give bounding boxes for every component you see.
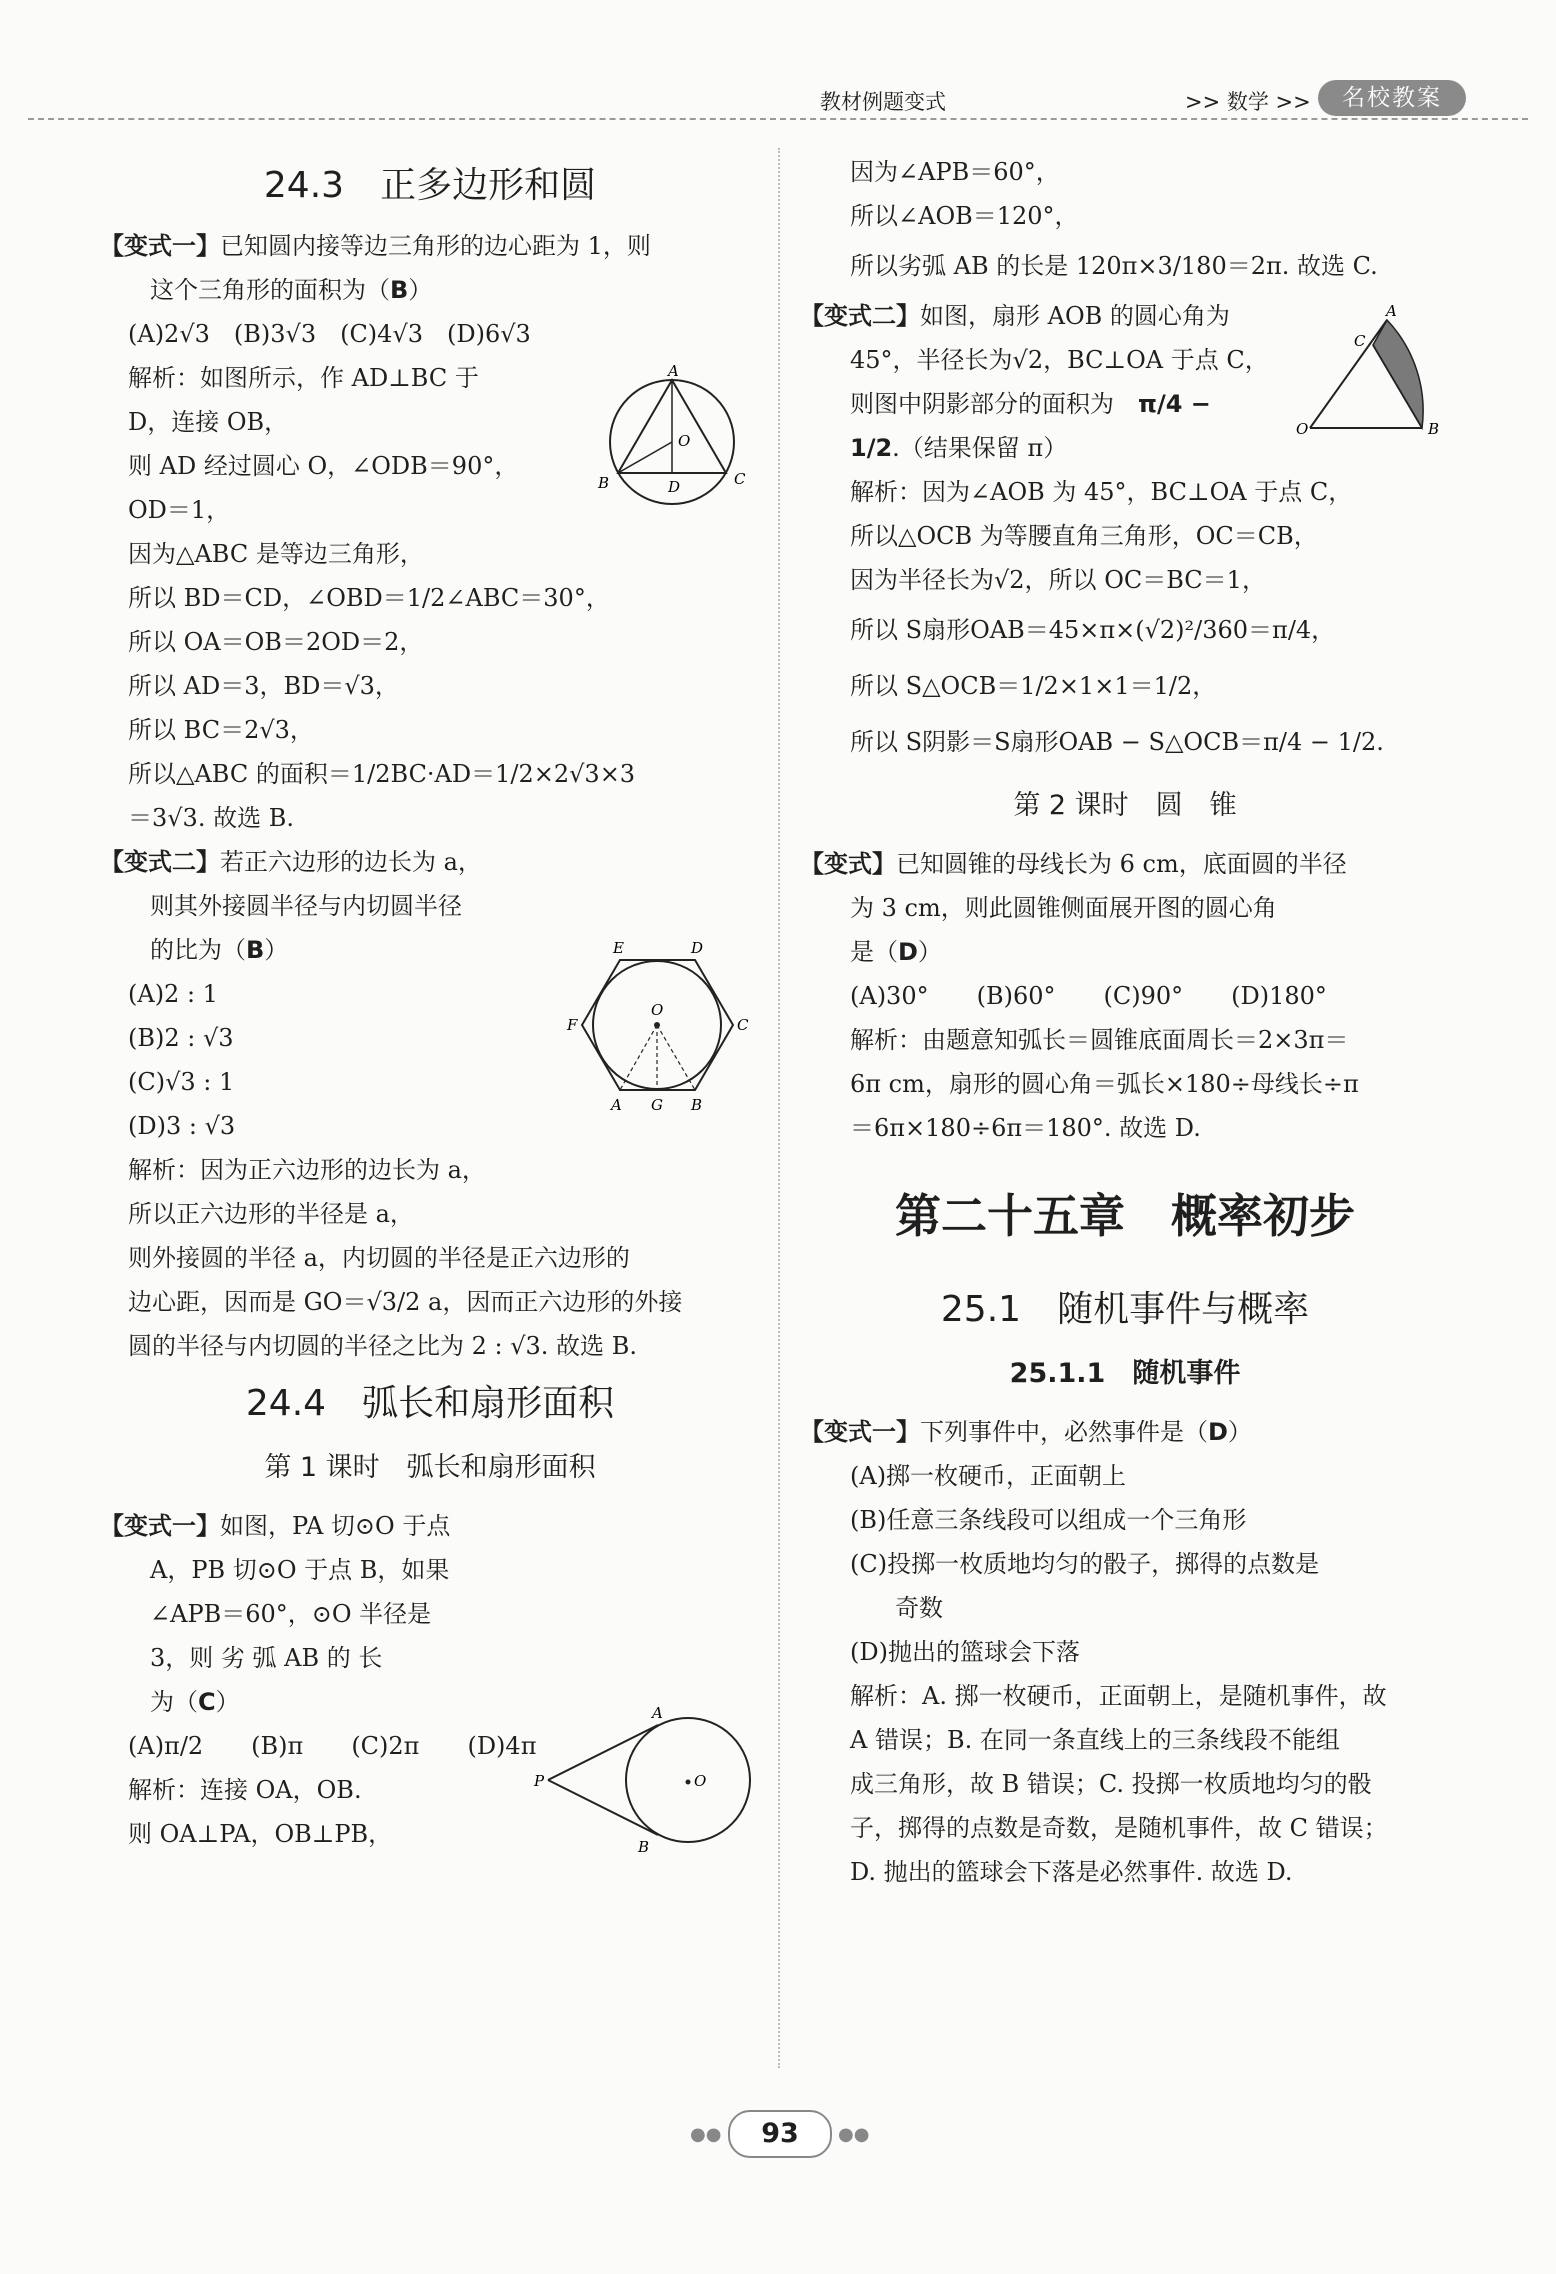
page-ornament-left: ●● [690,2124,722,2145]
svg-text:D: D [668,478,681,496]
header-title: 教材例题变式 [820,90,946,114]
figure-hexagon [565,935,755,1120]
svg-text:B: B [691,1096,703,1114]
svg-text:P: P [534,1772,545,1790]
svg-text:O: O [678,432,691,450]
header-badge: 名校教案 [1318,80,1466,116]
section-title-25-1: 25.1 随机事件与概率 [940,1289,1310,1330]
section-title-24-3: 24.3 正多边形和圆 [263,165,597,206]
svg-text:O: O [694,1772,707,1790]
lesson-title-2: 第 2 课时 圆 锥 [1013,790,1237,821]
svg-text:E: E [613,939,624,957]
variant-1-options: (A)2√3 (B)3√3 (C)4√3 (D)6√3 [128,320,531,348]
svg-text:B: B [598,474,610,492]
variant-1-question: 【变式一】已知圆内接等边三角形的边心距为 1，则 [100,232,651,260]
header-divider [28,118,1528,120]
svg-text:G: G [651,1096,663,1114]
page-ornament-right: ●● [838,2124,870,2145]
figure-triangle-in-circle [590,360,760,510]
svg-text:C: C [1354,332,1366,350]
figure-sector [1290,300,1460,440]
subsection-title: 25.1.1 随机事件 [1009,1358,1241,1389]
svg-text:O: O [651,1001,664,1019]
header-subject: >> 数学 >> [1185,90,1311,114]
figure-tangent-circle [528,1700,758,1860]
svg-text:A: A [652,1704,663,1722]
chapter-title: 第二十五章 概率初步 [895,1189,1355,1243]
section-title-24-4: 24.4 弧长和扇形面积 [245,1383,615,1424]
page-number: 93 [728,2110,832,2158]
svg-text:C: C [734,470,746,488]
right-column: 因为∠APB＝60°， 所以∠AOB＝120°， 所以劣弧 AB 的长是 120π×3/180＝2π. 故选 C. 【变式二】如图，扇形 AOB 的圆心角为 45°，半径长为√2，BC⊥OA 于点 C， 则图中阴影部分的面积为 π/4 − 1/2.（结果保留 π） 解析：因为∠AOB 为 45°，BC⊥OA 于点 C， 所以△OCB 为等腰直角三角形，OC＝CB， 因为半径长为√2，所以 OC＝BC＝1， 所以 S扇形OAB＝45×π×(√2)²/360＝π/4， 所以 S△OCB＝1/2×1×1＝1/2， 所以 S阴影＝S扇形OAB − S△OCB＝π/4 − 1/2. 第 2 课时 圆 锥 【变式】已知圆锥的母线长为 6 cm，底面圆的半径 为 3 cm，则此圆锥侧面展开图的圆心角 是（D） (A)30° (B)60° (C)90° (D)180° 解析：由题意知弧长＝圆锥底面周长＝2×3π＝ 6π cm，扇形的圆心角＝弧长×180÷母线长÷π ＝6π×180÷6π＝180°. 故选 D. 第二十五章 概率初步 25.1 随机事件与概率 25.1.1 随机事件 【变式一】下列事件中，必然事件是（D） (A)掷一枚硬币，正面朝上 (B)任意三条线段可以组成一个三角形 (C)投掷一枚质地均匀的骰子，掷得的点数是 奇数 (D)抛出的篮球会下落 解析：A. 掷一枚硬币，正面朝上，是随机事件，故 A 错误；B. 在同一条直线上的三条线段不能组 成三角形，故 B 错误；C. 投掷一枚质地均匀的骰 子，掷得的点数是奇数，是随机事件，故 C 错误； D. 抛出的篮球会下落是必然事件. 故选 D. [800,150,1450,1894]
svg-text:O: O [1296,420,1309,438]
svg-text:C: C [737,1016,749,1034]
svg-text:B: B [1428,420,1440,438]
svg-text:A: A [611,1096,622,1114]
variant-2-question: 【变式二】若正六边形的边长为 a， [100,848,482,876]
svg-text:F: F [567,1016,578,1034]
svg-text:D: D [691,939,704,957]
svg-text:B: B [638,1838,650,1856]
svg-text:A: A [1386,302,1397,320]
left-column: 24.3 正多边形和圆 【变式一】已知圆内接等边三角形的边心距为 1，则 这个三角形的面积为（B） (A)2√3 (B)3√3 (C)4√3 (D)6√3 解析：如图所示，作 AD⊥BC 于 D，连接 OB， 则 AD 经过圆心 O，∠ODB＝90°， OD＝1， 因为△ABC 是等边三角形， 所以 BD＝CD，∠OBD＝1/2∠ABC＝30°， 所以 OA＝OB＝2OD＝2， 所以 AD＝3，BD＝√3， 所以 BC＝2√3， 所以△ABC 的面积＝1/2BC·AD＝1/2×2√3×3 ＝3√3. 故选 B. 【变式二】若正六边形的边长为 a， 则其外接圆半径与内切圆半径 的比为（B） (A)2 : 1 (B)2 : √3 (C)√3 : 1 (D)3 : √3 解析：因为正六边形的边长为 a， 所以正六边形的半径是 a， 则外接圆的半径 a，内切圆的半径是正六边形的 边心距，因而是 GO＝√3/2 a，因而正六边形的外接 圆的半径与内切圆的半径之比为 2 : √3. 故选 B. 24.4 弧长和扇形面积 第 1 课时 弧长和扇形面积 【变式一】如图，PA 切⊙O 于点 A，PB 切⊙O 于点 B，如果 ∠APB＝60°，⊙O 半径是 3，则 劣 弧 AB 的 长 为（C） (A)π/2 (B)π (C)2π (D)4π 解析：连接 OA，OB. 则 OA⊥PA，OB⊥PB， [100,150,760,1856]
label: A [668,362,679,380]
variant-tag: 【变式一】 [100,232,220,260]
column-divider [778,148,780,2068]
lesson-title-1: 第 1 课时 弧长和扇形面积 [264,1452,596,1483]
answer-mark: B [390,276,409,304]
